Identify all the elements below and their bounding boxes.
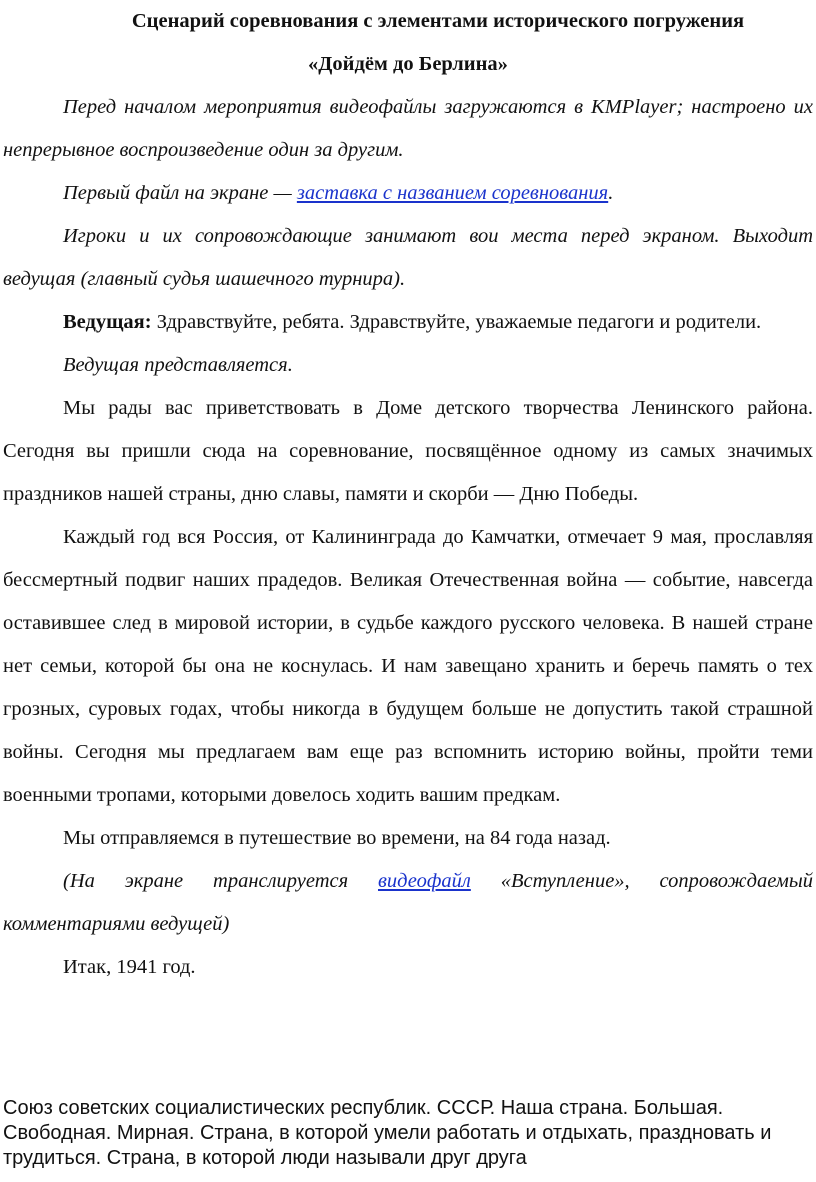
document-page — [3, 0, 813, 989]
title-line-1: Сценарий соревнования с элементами исторического погружения — [131, 10, 745, 32]
document-title — [3, 0, 813, 86]
text-segment: . — [608, 182, 614, 204]
paragraph-history: Каждый год вся Россия, от Калининграда до Камчатки, отмечает 9 мая, прославляя бессмертный подвиг наших прадедов. Великая Отечественная война — событие, навсегда оставившее след в мировой истории, в судьбе каждого русского человека. В нашей стране нет семьи, которой бы она не коснулась. И нам завещано хранить и беречь память о тех грозных, суровых годах, чтобы никогда в будущем больше не допустить такой страшной войны. Сегодня мы предлагаем вам еще раз вспомнить историю войны, пройти теми военными тропами, которыми довелось ходить вашим предкам. — [3, 526, 813, 806]
paragraph-ussr: Союз советских социалистических республик. СССР. Наша страна. Большая. Свободная. Мирная. Страна, в которой умели работать и отдыхать, праздновать и трудиться. Страна, в которой люди называли друг друга — [3, 1097, 772, 1169]
text-segment: «Вступление», сопровождаемый комментариями ведущей) — [3, 870, 813, 935]
stage-direction-introduction: Ведущая представляется. — [63, 354, 293, 376]
title-line-2: «Дойдём до Берлина» — [308, 53, 508, 75]
stage-direction-video — [3, 860, 813, 946]
paragraph-welcome: Мы рады вас приветствовать в Доме детского творчества Ленинского района. Сегодня вы пришли сюда на соревнование, посвящённое одному из самых значимых праздников нашей страны, дню славы, памяти и скорби — Дню Победы. — [3, 397, 813, 505]
stage-direction-setup: Перед началом мероприятия видеофайлы загружаются в KMPlayer; настроено их непрерывное воспроизведение один за другим. — [3, 96, 813, 161]
paragraph-time-travel: Мы отправляемся в путешествие во времени, на 84 года назад. — [63, 827, 611, 849]
paragraph-year: Итак, 1941 год. — [63, 956, 196, 978]
stage-direction-players: Игроки и их сопровождающие занимают вои места перед экраном. Выходит ведущая (главный судья шашечного турнира). — [3, 225, 813, 290]
stage-direction-first-file — [3, 172, 813, 215]
greeting-text: Здравствуйте, ребята. Здравствуйте, уважаемые педагоги и родители. — [151, 311, 762, 333]
host-greeting — [3, 301, 813, 344]
splash-screen-link[interactable]: заставка с названием соревнования — [296, 182, 609, 204]
text-segment: Первый файл на экране — — [63, 182, 297, 204]
text-segment: (На экране транслируется — [63, 870, 378, 892]
video-file-link[interactable]: видеофайл — [378, 870, 471, 892]
speaker-label: Ведущая: — [63, 311, 152, 333]
